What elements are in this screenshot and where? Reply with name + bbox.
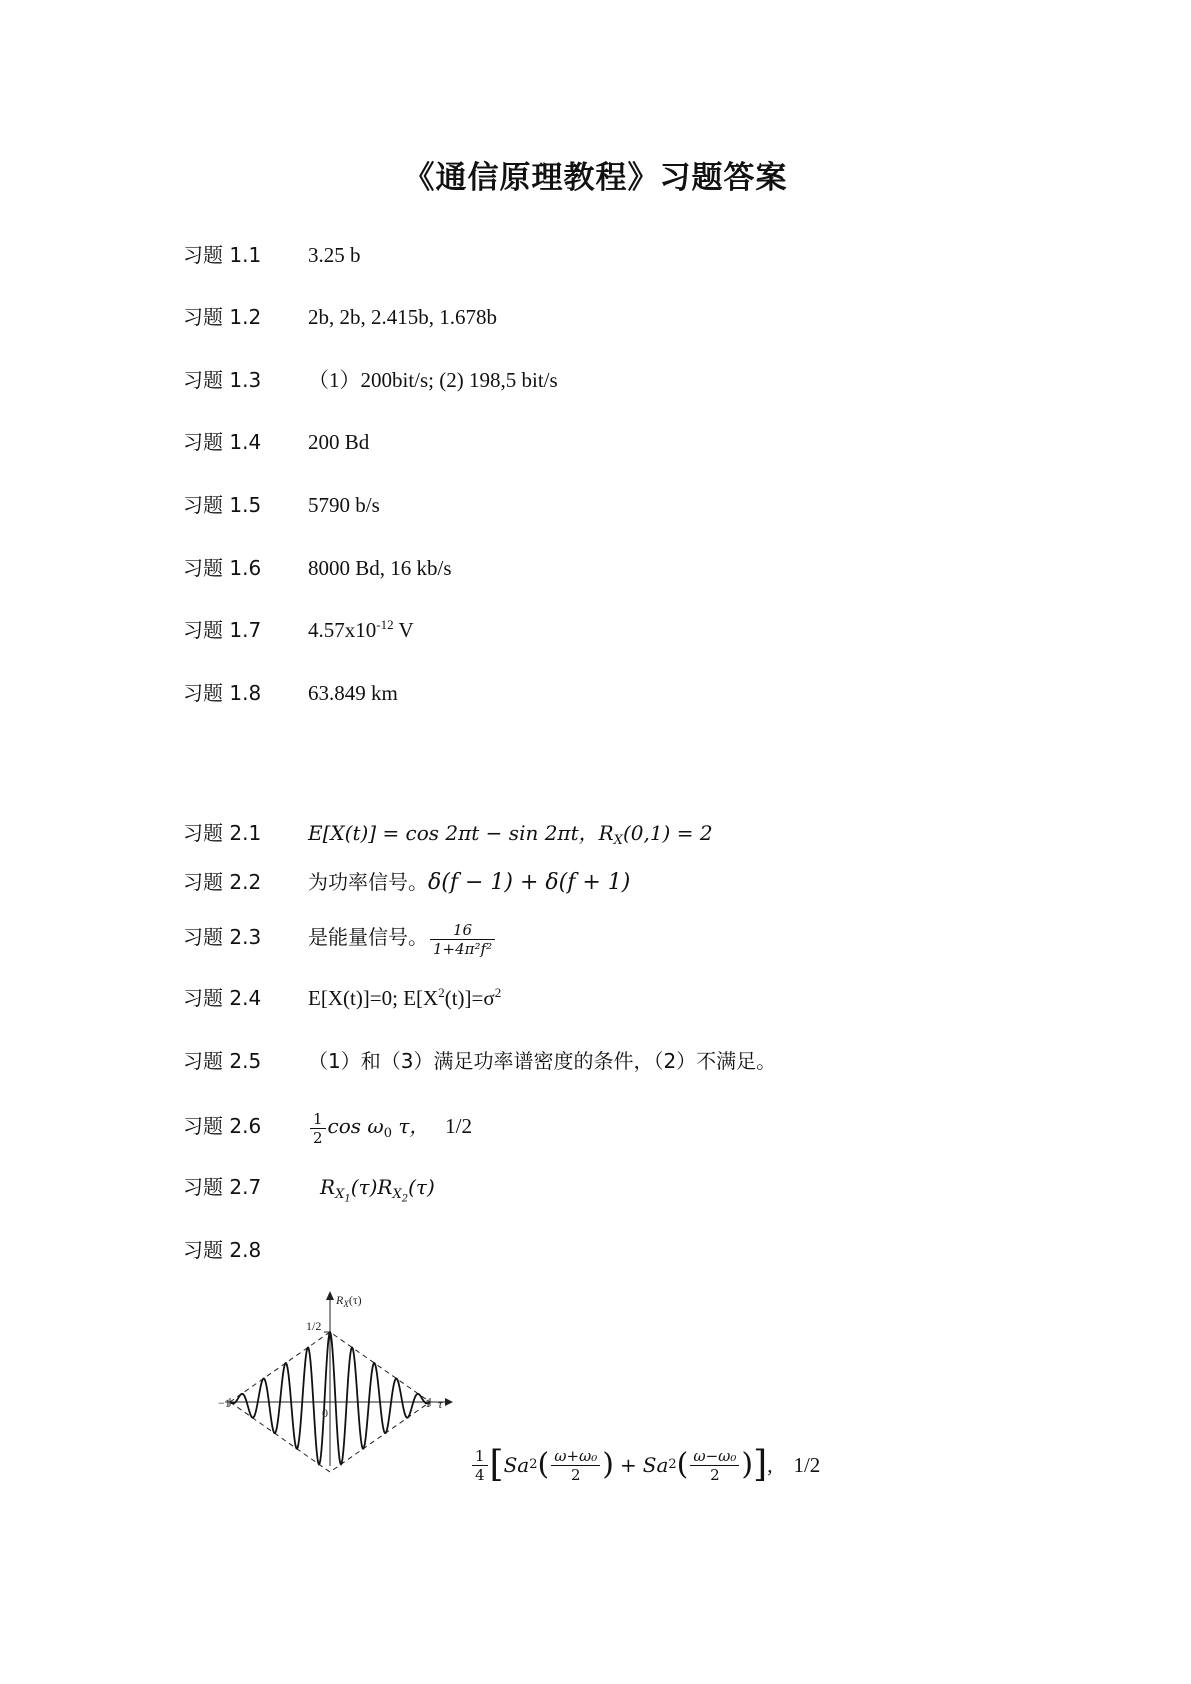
problem-label: 习题 2.2	[183, 870, 262, 894]
left-bracket: [	[489, 1444, 504, 1485]
problem-answer: 2b, 2b, 2.415b, 1.678b	[308, 305, 497, 329]
tick-label-neg: −1	[218, 1396, 231, 1410]
problem-label: 习题 2.5	[183, 1049, 262, 1073]
problem-label: 习题 2.6	[183, 1114, 262, 1138]
autocorrelation-graph	[220, 1290, 460, 1470]
problem-label: 习题 1.6	[183, 556, 262, 580]
problem-2-8-formula: $\frac{1}{4}$ [ Sa 2 ( $\frac{\text{ω+ω₀}}{2}$ ) + Sa 2 ( $\frac{\text{ω−ω₀}}{2}$ ) ] , 1/2	[470, 1440, 820, 1490]
problem-answer: $\frac{1}{2}$ $\cos \omega_0$ τ， 1/2	[308, 1104, 472, 1148]
problem-label: 习题 2.3	[183, 925, 262, 949]
problem-label: 习题 2.8	[183, 1238, 262, 1262]
right-bracket: ]	[753, 1444, 768, 1485]
problem-answer: （1）和（3）满足功率谱密度的条件，（2）不满足。	[308, 1049, 777, 1073]
problem-answer: E[X(t)]=0; $E[X^2(t)]=\sigma^2$	[308, 985, 502, 1010]
right-paren: )	[741, 1447, 754, 1482]
problem-answer: 为功率信号。δ(f − 1) + δ(f + 1)	[308, 870, 631, 895]
problem-answer: $4.57x10^{-12}$ V	[308, 617, 414, 642]
problem-label: 习题 2.7	[183, 1175, 262, 1199]
problem-answer: （1）200bit/s; (2) 198,5 bit/s	[308, 368, 558, 392]
problem-answer: 3.25 b	[308, 243, 361, 267]
problem-answer: $R_{X_1}(\tau)R_{X_2}(\tau)$	[320, 1175, 435, 1205]
problem-label: 习题 2.1	[183, 821, 262, 845]
left-paren: (	[537, 1447, 550, 1482]
y-axis-arrow	[326, 1291, 334, 1300]
page-title: 《通信原理教程》习题答案	[403, 160, 788, 196]
problem-label: 习题 2.4	[183, 986, 262, 1010]
problem-label: 习题 1.3	[183, 368, 262, 392]
x-axis-arrow	[445, 1398, 453, 1406]
problem-answer: 5790 b/s	[308, 493, 380, 517]
right-paren: )	[602, 1447, 614, 1482]
x-axis-label: τ	[438, 1397, 443, 1411]
left-paren: (	[676, 1447, 689, 1482]
problem-answer: E[X(t)] = cos 2πt − sin 2πt，$R_X(0,1) = 2$	[308, 821, 713, 848]
problem-label: 习题 1.7	[183, 618, 262, 642]
problem-answer: 63.849 km	[308, 681, 398, 705]
problem-answer: 8000 Bd, 16 kb/s	[308, 556, 452, 580]
tick-label-zero: 0	[322, 1406, 328, 1420]
peak-label: 1/2	[306, 1319, 322, 1333]
problem-label: 习题 1.8	[183, 681, 262, 705]
problem-answer: 是能量信号。 $\frac{16}{\text{1+4π²f²}}$	[308, 915, 497, 959]
y-axis-label: $R_X(\tau)$	[336, 1293, 362, 1309]
problem-label: 习题 1.4	[183, 430, 262, 454]
tick-label-pos: 1	[425, 1396, 431, 1410]
problem-label: 习题 1.5	[183, 493, 262, 517]
problem-label: 习题 1.1	[183, 243, 262, 267]
problem-label: 习题 1.2	[183, 305, 262, 329]
problem-answer: 200 Bd	[308, 430, 370, 454]
